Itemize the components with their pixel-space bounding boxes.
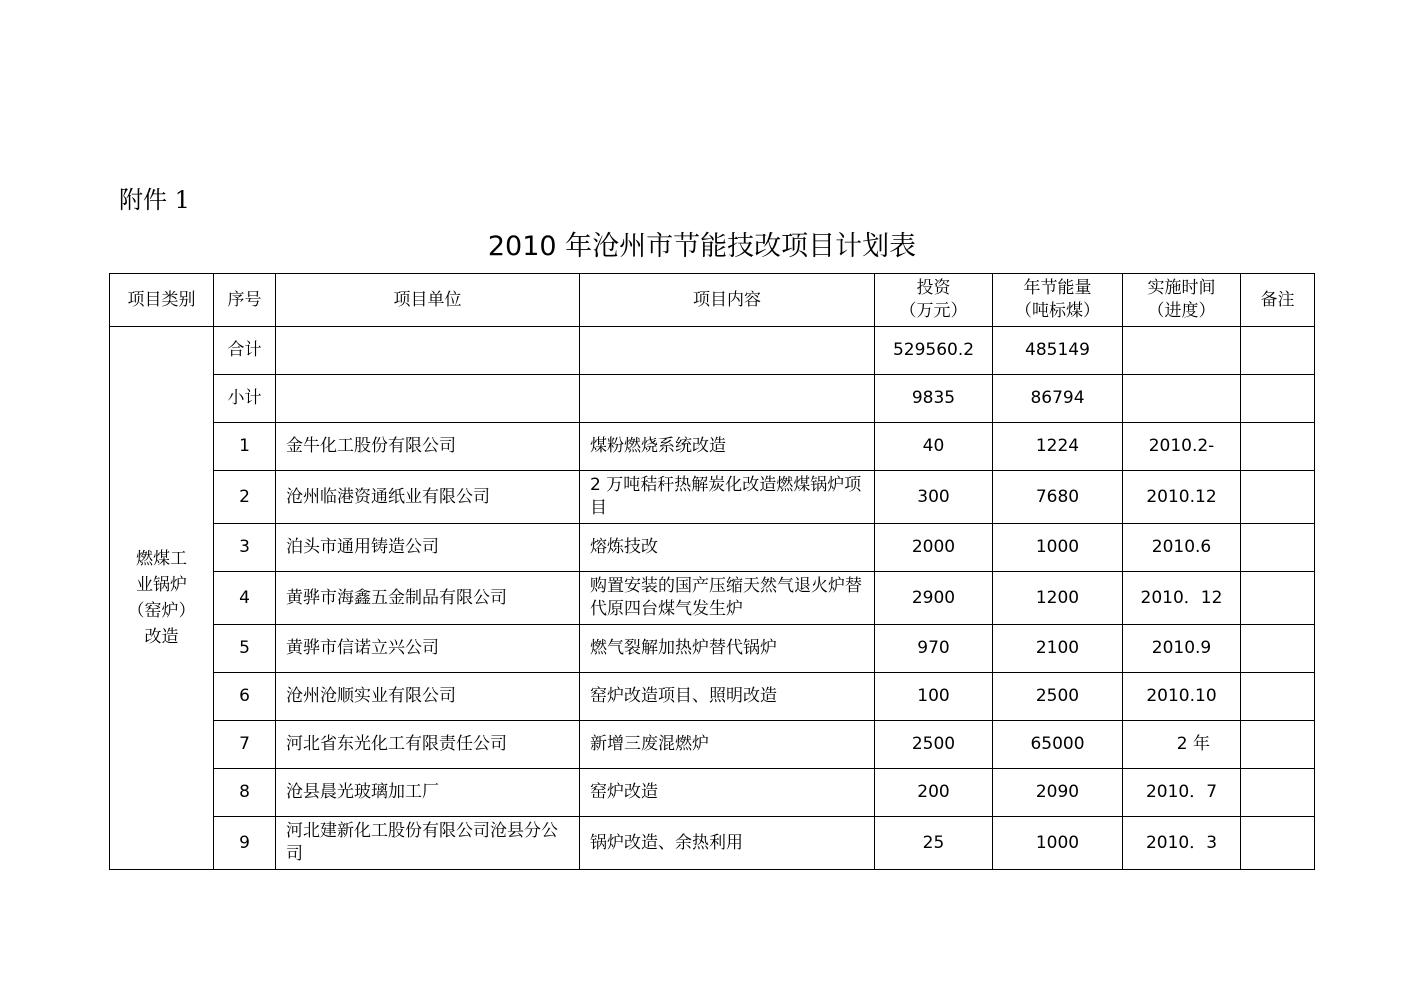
table-row [110,524,1315,572]
row-seq: 4 [214,572,276,625]
category-line: 业锅炉 [136,575,187,595]
header-remark: 备注 [1241,274,1315,327]
row-investment: 25 [875,817,993,870]
row-saving: 1224 [993,423,1123,471]
row-content: 锅炉改造、余热利用 [580,817,875,870]
row-saving: 65000 [993,721,1123,769]
subtotal-unit-cell [276,375,580,423]
row-seq: 6 [214,673,276,721]
row-schedule: 2010.12 [1123,471,1241,524]
row-investment: 970 [875,625,993,673]
category-line: （窑炉） [127,601,196,621]
row-unit: 沧州沧顺实业有限公司 [276,673,580,721]
row-schedule: 2010.6 [1123,524,1241,572]
subtotal-saving: 86794 [993,375,1123,423]
row-unit: 黄骅市海鑫五金制品有限公司 [276,572,580,625]
row-saving: 2100 [993,625,1123,673]
header-schedule-line2: （进度） [1147,301,1216,321]
total-schedule-cell [1123,327,1241,375]
appendix-label: 附件 1 [119,186,190,214]
row-remark [1241,673,1315,721]
row-unit: 河北省东光化工有限责任公司 [276,721,580,769]
row-remark [1241,721,1315,769]
total-investment: 529560.2 [875,327,993,375]
table-row [110,625,1315,673]
row-saving: 1000 [993,524,1123,572]
row-remark [1241,572,1315,625]
header-investment-line2: （万元） [899,301,968,321]
row-content: 煤粉燃烧系统改造 [580,423,875,471]
row-schedule: 2010.10 [1123,673,1241,721]
row-investment: 2900 [875,572,993,625]
row-seq: 3 [214,524,276,572]
subtotal-content-cell [580,375,875,423]
row-unit: 黄骅市信诺立兴公司 [276,625,580,673]
project-plan-table [109,273,1315,870]
row-investment: 40 [875,423,993,471]
table-row [110,673,1315,721]
header-schedule [1123,274,1241,327]
row-schedule: 2010．3 [1123,817,1241,870]
subtotal-row [110,375,1315,423]
row-saving: 7680 [993,471,1123,524]
row-seq: 5 [214,625,276,673]
row-remark [1241,423,1315,471]
total-content-cell [580,327,875,375]
table-row [110,471,1315,524]
row-content: 2 万吨秸秆热解炭化改造燃煤锅炉项目 [580,471,875,524]
row-content: 购置安装的国产压缩天然气退火炉替代原四台煤气发生炉 [580,572,875,625]
header-saving-line2: （吨标煤） [1015,301,1100,321]
row-unit: 金牛化工股份有限公司 [276,423,580,471]
row-saving: 2090 [993,769,1123,817]
header-seq: 序号 [214,274,276,327]
row-content: 燃气裂解加热炉替代锅炉 [580,625,875,673]
row-seq: 9 [214,817,276,870]
header-content: 项目内容 [580,274,875,327]
row-seq: 8 [214,769,276,817]
header-investment [875,274,993,327]
row-content: 窑炉改造项目、照明改造 [580,673,875,721]
row-remark [1241,817,1315,870]
page-title: 2010 年沧州市节能技改项目计划表 [487,231,917,262]
row-seq: 2 [214,471,276,524]
row-remark [1241,524,1315,572]
total-label: 合计 [214,327,276,375]
row-content: 窑炉改造 [580,769,875,817]
table-row [110,769,1315,817]
row-seq: 1 [214,423,276,471]
subtotal-remark-cell [1241,375,1315,423]
header-row [110,274,1315,327]
header-investment-line1: 投资 [916,278,951,298]
row-saving: 1000 [993,817,1123,870]
header-saving [993,274,1123,327]
category-cell [110,327,214,870]
header-category: 项目类别 [110,274,214,327]
row-unit: 河北建新化工股份有限公司沧县分公司 [276,817,580,870]
header-unit: 项目单位 [276,274,580,327]
total-remark-cell [1241,327,1315,375]
row-remark [1241,625,1315,673]
row-unit: 泊头市通用铸造公司 [276,524,580,572]
row-investment: 2000 [875,524,993,572]
total-saving: 485149 [993,327,1123,375]
row-remark [1241,471,1315,524]
table-row [110,817,1315,870]
category-line: 改造 [144,627,179,647]
header-schedule-line1: 实施时间 [1147,278,1216,298]
row-schedule: 2010．7 [1123,769,1241,817]
total-unit-cell [276,327,580,375]
table-row [110,572,1315,625]
subtotal-label: 小计 [214,375,276,423]
row-seq: 7 [214,721,276,769]
subtotal-investment: 9835 [875,375,993,423]
row-remark [1241,769,1315,817]
row-schedule: 2010.2- [1123,423,1241,471]
total-row [110,327,1315,375]
table-row [110,423,1315,471]
subtotal-schedule-cell [1123,375,1241,423]
row-schedule: 2010.9 [1123,625,1241,673]
row-investment: 2500 [875,721,993,769]
table-row [110,721,1315,769]
row-schedule: 2010．12 [1123,572,1241,625]
row-unit: 沧县晨光玻璃加工厂 [276,769,580,817]
row-unit: 沧州临港资通纸业有限公司 [276,471,580,524]
row-saving: 1200 [993,572,1123,625]
row-saving: 2500 [993,673,1123,721]
header-saving-line1: 年节能量 [1023,278,1092,298]
row-content: 新增三废混燃炉 [580,721,875,769]
row-investment: 100 [875,673,993,721]
row-schedule: 2 年 [1123,721,1241,769]
row-content: 熔炼技改 [580,524,875,572]
row-investment: 300 [875,471,993,524]
category-line: 燃煤工 [136,549,187,569]
row-investment: 200 [875,769,993,817]
